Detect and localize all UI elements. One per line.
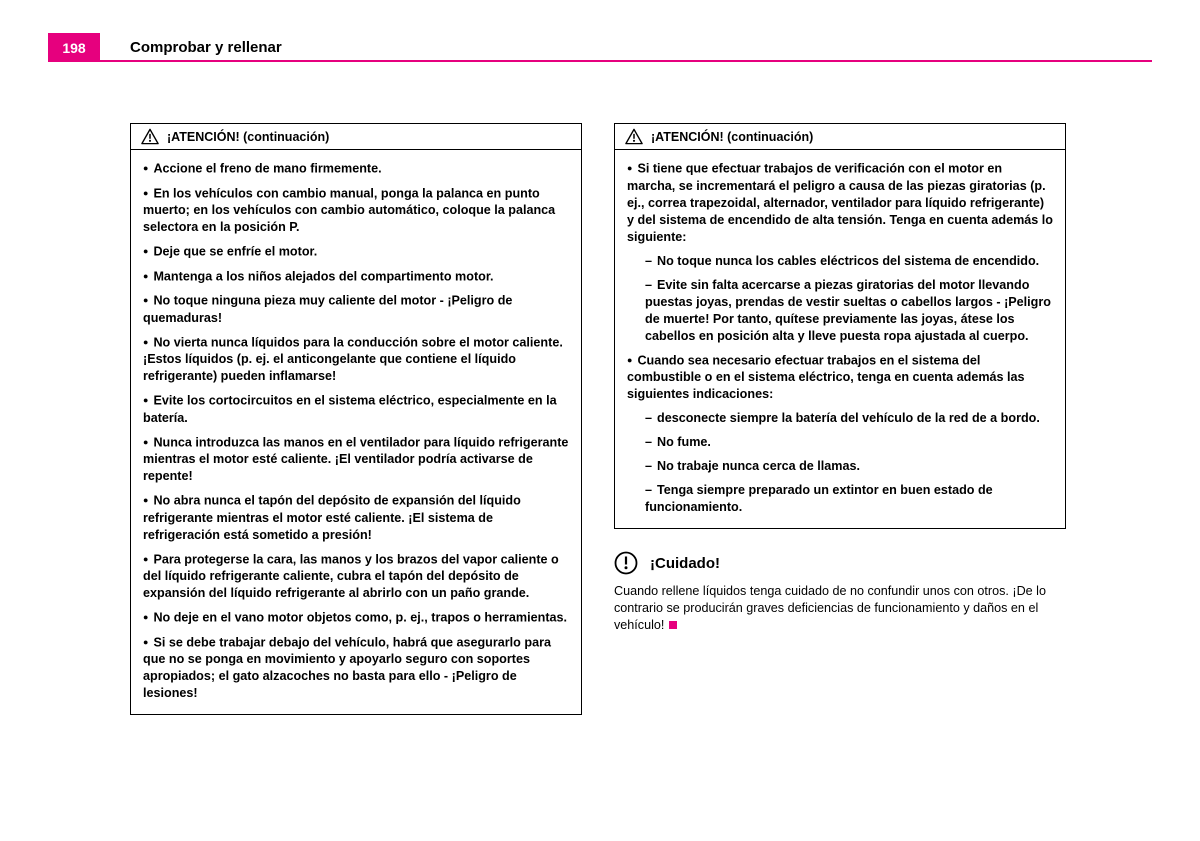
attention-box-left <box>130 123 582 715</box>
bullet-marker: ● <box>143 246 149 256</box>
warning-sub-item: – desconecte siempre la batería del vehículo de la red de a bordo. <box>645 411 1040 425</box>
warning-sub-item: – No trabaje nunca cerca de llamas. <box>645 459 861 473</box>
bullet-marker: ● <box>143 270 149 281</box>
bullet-marker: ● <box>143 395 149 405</box>
warning-item: ● Accione el freno de mano firmemente. <box>143 161 382 176</box>
warning-sub-item: – Evite sin falta acercarse a piezas giratorias del motor llevando puestas joyas, prendas de vestir sueltas o cabellos largos - ¡Peligro de muerte! Por tanto, quítese previamente las joyas, átese los cabellos en posición alta y lleve puesta ropa ajustada al cuerpo. <box>645 277 1051 343</box>
dash-marker: – <box>645 253 653 268</box>
warning-item: ● No toque ninguna pieza muy caliente del motor - ¡Peligro de quemaduras! <box>143 293 513 325</box>
warning-sub-item: – Tenga siempre preparado un extintor en buen estado de funcionamiento. <box>645 483 993 514</box>
bullet-marker: ● <box>143 636 149 647</box>
warning-triangle-icon <box>625 128 643 145</box>
attention-box-right <box>614 123 1066 529</box>
caution-text-content: Cuando rellene líquidos tenga cuidado de no confundir unos con otros. ¡De lo contrario se producirán graves deficiencias de funcionamiento y daños en el vehículo! <box>614 584 1046 632</box>
attention-box-left-body <box>131 150 581 714</box>
warning-item: ● No vierta nunca líquidos para la conducción sobre el motor caliente. ¡Estos líquidos (p. ej. el anticongelante que contiene el líquido refrigerante) pueden inflamarse! <box>143 335 563 383</box>
warning-sub-item: – No toque nunca los cables eléctricos del sistema de encendido. <box>645 253 1040 268</box>
warning-item: ● Si se debe trabajar debajo del vehículo, habrá que asegurarlo para que no se ponga en movimiento y apoyarlo seguro con soportes apropiados; el gato alzacoches no basta para ello - ¡Peligro de lesiones! <box>143 635 551 700</box>
dash-marker: – <box>645 435 653 449</box>
warning-item: ● Cuando sea necesario efectuar trabajos en el sistema del combustible o en el sistema eléctrico, tenga en cuenta además las siguientes indicaciones: <box>627 353 1025 401</box>
attention-box-left-title: ¡ATENCIÓN! (continuación) <box>167 129 330 144</box>
attention-box-right-header <box>615 124 1065 150</box>
bullet-marker: ● <box>143 495 149 505</box>
caution-title: ¡Cuidado! <box>650 554 720 572</box>
section-end-marker <box>669 621 677 629</box>
warning-item: ● Evite los cortocircuitos en el sistema eléctrico, especialmente en la batería. <box>143 393 557 425</box>
warning-sub-item: – No fume. <box>645 435 711 449</box>
page-number-badge: 198 <box>48 33 100 62</box>
warning-item: ● Deje que se enfríe el motor. <box>143 244 318 259</box>
caution-circle-icon <box>614 551 638 575</box>
warning-item: ● No abra nunca el tapón del depósito de expansión del líquido refrigerante mientras el motor esté caliente. ¡El sistema de refrigeración está sometido a presión! <box>143 493 521 542</box>
warning-item: ● Para protegerse la cara, las manos y los brazos del vapor caliente o del líquido refrigerante caliente, cubra el tapón del depósito de expansión del líquido refrigerante al abrirlo con un paño grande. <box>143 552 559 600</box>
warning-triangle-icon <box>141 128 159 145</box>
attention-box-right-title: ¡ATENCIÓN! (continuación) <box>651 129 814 144</box>
bullet-marker: ● <box>143 553 149 564</box>
right-column <box>614 123 1066 634</box>
warning-item: ● En los vehículos con cambio manual, ponga la palanca en punto muerto; en los vehículos con cambio automático, coloque la palanca selectora en la posición P. <box>143 186 556 234</box>
dash-marker: – <box>645 459 653 473</box>
attention-box-left-header <box>131 124 581 150</box>
bullet-marker: ● <box>143 163 149 173</box>
dash-marker: – <box>645 411 653 425</box>
warning-item: ● Nunca introduzca las manos en el ventilador para líquido refrigerante mientras el motor esté caliente. ¡El ventilador podría activarse de repente! <box>143 435 569 483</box>
caution-header <box>614 551 1066 575</box>
header-divider <box>48 60 1152 62</box>
page-title: Comprobar y rellenar <box>130 39 282 56</box>
bullet-marker: ● <box>143 336 149 347</box>
dash-marker: – <box>645 483 653 497</box>
dash-marker: – <box>645 277 653 292</box>
attention-box-right-body <box>615 150 1065 528</box>
caution-text <box>614 583 1066 634</box>
bullet-marker: ● <box>143 436 149 447</box>
warning-item: ● Si tiene que efectuar trabajos de verificación con el motor en marcha, se incrementará el peligro a causa de las piezas giratorias (p. ej., correa trapezoidal, alternador, ventilador para líquido refrigerante) y del sistema de encendido de alta tensión. Tenga en cuenta además lo siguiente: <box>627 161 1053 244</box>
caution-section <box>614 551 1066 634</box>
bullet-marker: ● <box>143 187 149 198</box>
bullet-marker: ● <box>627 354 633 365</box>
warning-item: ● No deje en el vano motor objetos como, p. ej., trapos o herramientas. <box>143 610 568 625</box>
left-column <box>130 123 582 715</box>
warning-item: ● Mantenga a los niños alejados del compartimento motor. <box>143 269 494 283</box>
bullet-marker: ● <box>143 295 149 305</box>
bullet-marker: ● <box>143 612 149 622</box>
bullet-marker: ● <box>627 163 633 173</box>
